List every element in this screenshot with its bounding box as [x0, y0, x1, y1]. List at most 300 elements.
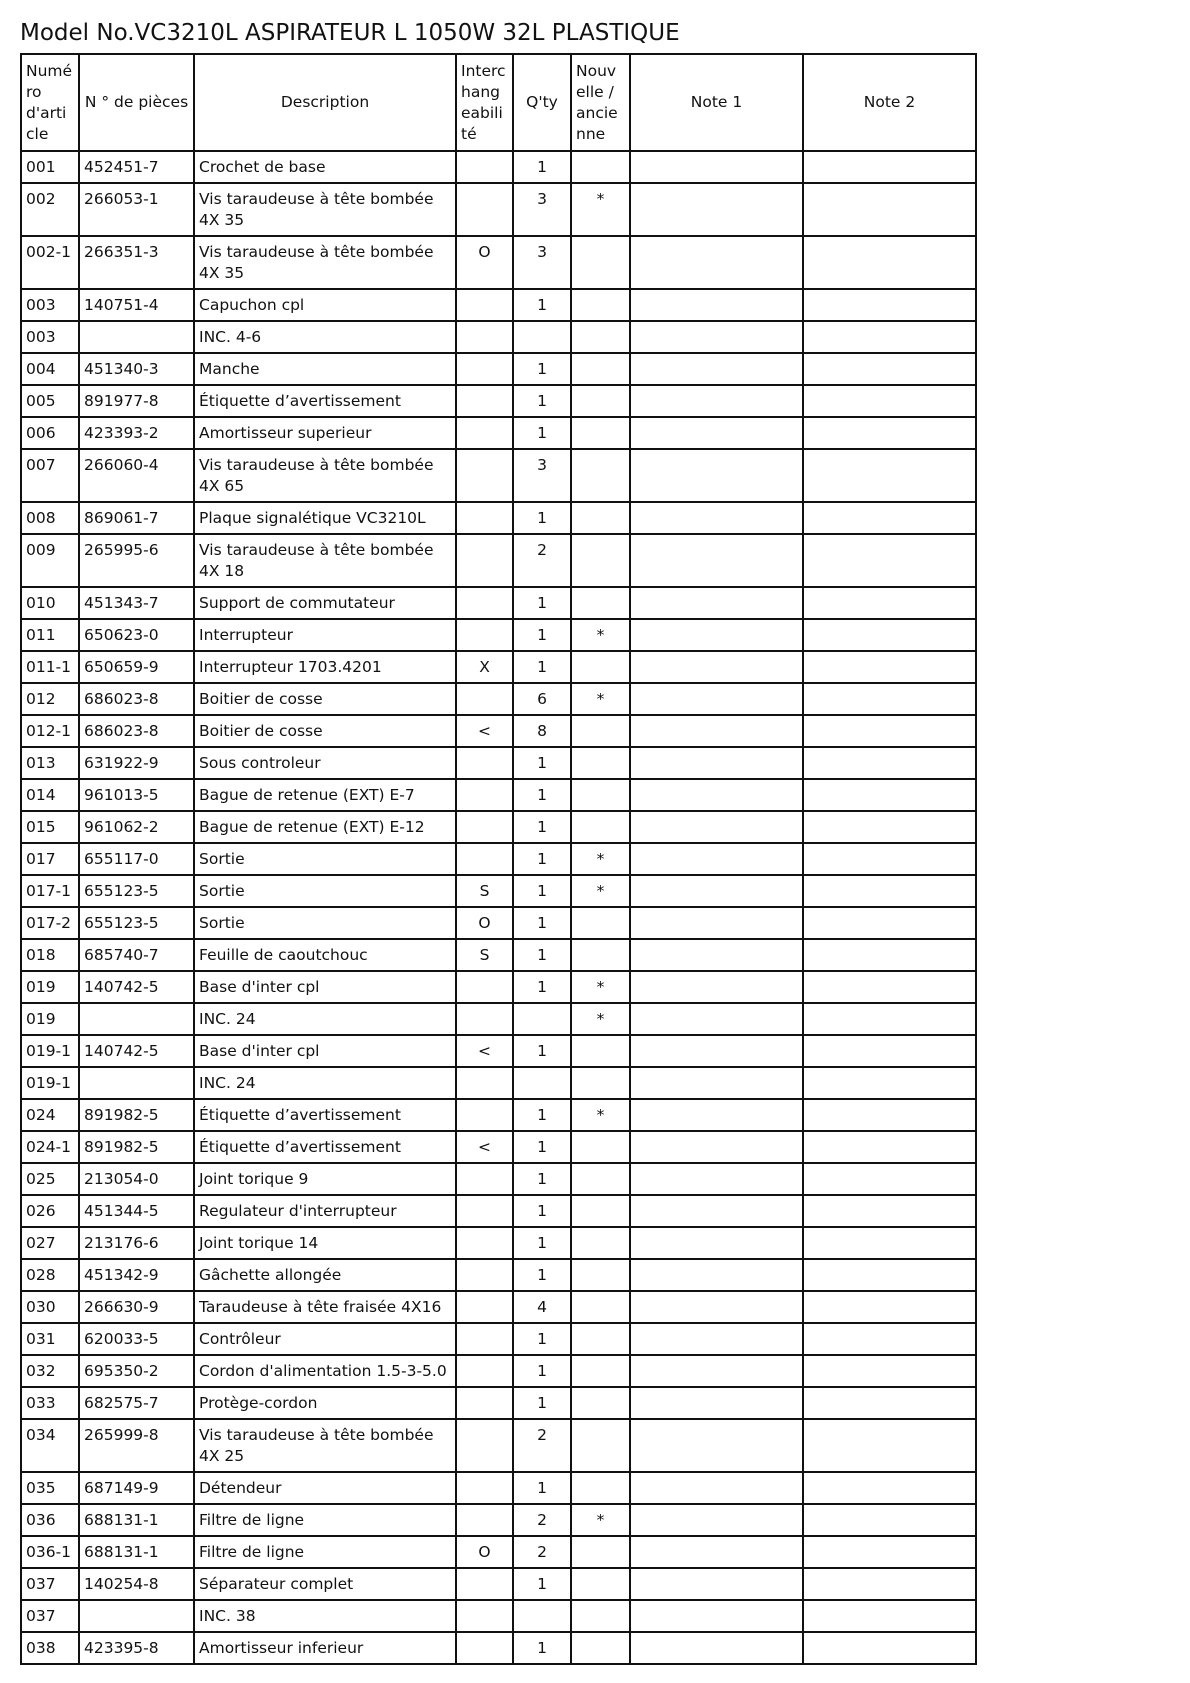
note-1-cell — [630, 939, 803, 971]
interchangeability-cell — [456, 971, 513, 1003]
item-number-cell: 033 — [21, 1387, 79, 1419]
interchangeability-cell — [456, 779, 513, 811]
table-row — [21, 502, 976, 534]
note-2-cell — [803, 1632, 976, 1664]
note-1-cell — [630, 1067, 803, 1099]
table-row — [21, 939, 976, 971]
item-number-cell: 031 — [21, 1323, 79, 1355]
note-1-cell — [630, 417, 803, 449]
note-2-cell — [803, 1419, 976, 1472]
part-number-cell: 452451-7 — [79, 151, 194, 183]
description-cell: Base d'inter cpl — [194, 1035, 456, 1067]
description-cell: Amortisseur inferieur — [194, 1632, 456, 1664]
note-2-cell — [803, 907, 976, 939]
note-2-cell — [803, 715, 976, 747]
table-row — [21, 1632, 976, 1664]
new-old-cell — [571, 289, 630, 321]
new-old-cell — [571, 907, 630, 939]
part-number-cell: 140751-4 — [79, 289, 194, 321]
part-number-cell: 423395-8 — [79, 1632, 194, 1664]
quantity-cell: 1 — [513, 1099, 571, 1131]
new-old-cell — [571, 651, 630, 683]
note-2-cell — [803, 417, 976, 449]
note-2-cell — [803, 1131, 976, 1163]
part-number-cell: 266351-3 — [79, 236, 194, 289]
interchangeability-cell — [456, 683, 513, 715]
description-cell: Feuille de caoutchouc — [194, 939, 456, 971]
part-number-cell: 265999-8 — [79, 1419, 194, 1472]
item-number-cell: 038 — [21, 1632, 79, 1664]
item-number-cell: 010 — [21, 587, 79, 619]
interchangeability-cell — [456, 747, 513, 779]
description-cell: Manche — [194, 353, 456, 385]
description-cell: Protège-cordon — [194, 1387, 456, 1419]
note-2-cell — [803, 747, 976, 779]
new-old-cell — [571, 449, 630, 502]
table-row — [21, 1323, 976, 1355]
quantity-cell: 1 — [513, 843, 571, 875]
column-header-interchangeability: Interchangeabilité — [456, 54, 513, 151]
item-number-cell: 006 — [21, 417, 79, 449]
part-number-cell: 695350-2 — [79, 1355, 194, 1387]
item-number-cell: 027 — [21, 1227, 79, 1259]
table-row — [21, 1131, 976, 1163]
item-number-cell: 018 — [21, 939, 79, 971]
item-number-cell: 014 — [21, 779, 79, 811]
quantity-cell: 2 — [513, 1419, 571, 1472]
description-cell: Gâchette allongée — [194, 1259, 456, 1291]
description-cell: Bague de retenue (EXT) E-7 — [194, 779, 456, 811]
new-old-cell — [571, 1387, 630, 1419]
note-2-cell — [803, 843, 976, 875]
table-row — [21, 1504, 976, 1536]
note-1-cell — [630, 534, 803, 587]
description-cell: Vis taraudeuse à tête bombée 4X 35 — [194, 183, 456, 236]
item-number-cell: 013 — [21, 747, 79, 779]
item-number-cell: 003 — [21, 321, 79, 353]
column-header-description: Description — [194, 54, 456, 151]
quantity-cell: 1 — [513, 1259, 571, 1291]
description-cell: Bague de retenue (EXT) E-12 — [194, 811, 456, 843]
item-number-cell: 019-1 — [21, 1035, 79, 1067]
interchangeability-cell — [456, 289, 513, 321]
interchangeability-cell — [456, 1387, 513, 1419]
note-1-cell — [630, 1323, 803, 1355]
new-old-cell — [571, 385, 630, 417]
note-1-cell — [630, 1195, 803, 1227]
note-2-cell — [803, 683, 976, 715]
description-cell: Filtre de ligne — [194, 1536, 456, 1568]
note-2-cell — [803, 1472, 976, 1504]
note-1-cell — [630, 907, 803, 939]
part-number-cell: 686023-8 — [79, 715, 194, 747]
description-cell: INC. 4-6 — [194, 321, 456, 353]
note-1-cell — [630, 449, 803, 502]
interchangeability-cell — [456, 1163, 513, 1195]
note-1-cell — [630, 1568, 803, 1600]
note-1-cell — [630, 811, 803, 843]
part-number-cell: 688131-1 — [79, 1504, 194, 1536]
part-number-cell: 682575-7 — [79, 1387, 194, 1419]
table-row — [21, 587, 976, 619]
interchangeability-cell: X — [456, 651, 513, 683]
interchangeability-cell — [456, 1259, 513, 1291]
table-row — [21, 534, 976, 587]
table-row — [21, 1259, 976, 1291]
table-row — [21, 747, 976, 779]
part-number-cell: 688131-1 — [79, 1536, 194, 1568]
note-1-cell — [630, 151, 803, 183]
part-number-cell: 213054-0 — [79, 1163, 194, 1195]
table-row — [21, 971, 976, 1003]
quantity-cell: 2 — [513, 1504, 571, 1536]
interchangeability-cell — [456, 1323, 513, 1355]
description-cell: Sortie — [194, 907, 456, 939]
quantity-cell: 1 — [513, 502, 571, 534]
quantity-cell: 1 — [513, 385, 571, 417]
item-number-cell: 034 — [21, 1419, 79, 1472]
item-number-cell: 026 — [21, 1195, 79, 1227]
item-number-cell: 032 — [21, 1355, 79, 1387]
description-cell: Interrupteur — [194, 619, 456, 651]
note-2-cell — [803, 1568, 976, 1600]
note-2-cell — [803, 1323, 976, 1355]
quantity-cell: 1 — [513, 1568, 571, 1600]
description-cell: Détendeur — [194, 1472, 456, 1504]
table-row — [21, 651, 976, 683]
interchangeability-cell — [456, 1568, 513, 1600]
interchangeability-cell — [456, 1472, 513, 1504]
interchangeability-cell — [456, 843, 513, 875]
table-row — [21, 1600, 976, 1632]
interchangeability-cell: O — [456, 1536, 513, 1568]
quantity-cell: 1 — [513, 1323, 571, 1355]
note-1-cell — [630, 1163, 803, 1195]
part-number-cell: 266053-1 — [79, 183, 194, 236]
item-number-cell: 002 — [21, 183, 79, 236]
item-number-cell: 036 — [21, 1504, 79, 1536]
note-1-cell — [630, 1632, 803, 1664]
description-cell: INC. 24 — [194, 1067, 456, 1099]
part-number-cell: 451343-7 — [79, 587, 194, 619]
note-2-cell — [803, 1600, 976, 1632]
table-row — [21, 683, 976, 715]
note-2-cell — [803, 1099, 976, 1131]
quantity-cell: 3 — [513, 449, 571, 502]
part-number-cell: 451342-9 — [79, 1259, 194, 1291]
item-number-cell: 004 — [21, 353, 79, 385]
note-2-cell — [803, 1035, 976, 1067]
note-2-cell — [803, 875, 976, 907]
interchangeability-cell: O — [456, 236, 513, 289]
description-cell: Regulateur d'interrupteur — [194, 1195, 456, 1227]
note-2-cell — [803, 811, 976, 843]
note-1-cell — [630, 1504, 803, 1536]
new-old-cell: * — [571, 971, 630, 1003]
note-1-cell — [630, 1536, 803, 1568]
part-number-cell: 891977-8 — [79, 385, 194, 417]
part-number-cell: 961062-2 — [79, 811, 194, 843]
parts-table-body — [21, 151, 976, 1664]
note-2-cell — [803, 651, 976, 683]
quantity-cell: 1 — [513, 417, 571, 449]
quantity-cell: 1 — [513, 971, 571, 1003]
note-1-cell — [630, 1003, 803, 1035]
column-header-new-old: Nouvelle / ancienne — [571, 54, 630, 151]
part-number-cell: 685740-7 — [79, 939, 194, 971]
new-old-cell — [571, 1067, 630, 1099]
description-cell: Support de commutateur — [194, 587, 456, 619]
part-number-cell: 655123-5 — [79, 907, 194, 939]
table-row — [21, 236, 976, 289]
new-old-cell — [571, 1035, 630, 1067]
description-cell: Taraudeuse à tête fraisée 4X16 — [194, 1291, 456, 1323]
new-old-cell — [571, 151, 630, 183]
part-number-cell: 140254-8 — [79, 1568, 194, 1600]
new-old-cell — [571, 1163, 630, 1195]
item-number-cell: 015 — [21, 811, 79, 843]
quantity-cell: 1 — [513, 747, 571, 779]
note-1-cell — [630, 1227, 803, 1259]
note-2-cell — [803, 183, 976, 236]
table-row — [21, 151, 976, 183]
quantity-cell: 4 — [513, 1291, 571, 1323]
description-cell: Amortisseur superieur — [194, 417, 456, 449]
quantity-cell: 8 — [513, 715, 571, 747]
column-header-quantity: Q'ty — [513, 54, 571, 151]
note-2-cell — [803, 321, 976, 353]
note-1-cell — [630, 1600, 803, 1632]
note-1-cell — [630, 1472, 803, 1504]
description-cell: Base d'inter cpl — [194, 971, 456, 1003]
interchangeability-cell — [456, 1632, 513, 1664]
interchangeability-cell — [456, 1099, 513, 1131]
interchangeability-cell — [456, 1419, 513, 1472]
interchangeability-cell — [456, 321, 513, 353]
description-cell: Interrupteur 1703.4201 — [194, 651, 456, 683]
interchangeability-cell — [456, 811, 513, 843]
table-row — [21, 1355, 976, 1387]
table-header-row — [21, 54, 976, 151]
interchangeability-cell — [456, 449, 513, 502]
description-cell: Capuchon cpl — [194, 289, 456, 321]
interchangeability-cell — [456, 1227, 513, 1259]
description-cell: Sortie — [194, 843, 456, 875]
description-cell: Boitier de cosse — [194, 683, 456, 715]
note-1-cell — [630, 502, 803, 534]
quantity-cell: 1 — [513, 151, 571, 183]
new-old-cell — [571, 811, 630, 843]
part-number-cell: 266630-9 — [79, 1291, 194, 1323]
quantity-cell: 1 — [513, 1632, 571, 1664]
item-number-cell: 008 — [21, 502, 79, 534]
part-number-cell: 631922-9 — [79, 747, 194, 779]
interchangeability-cell — [456, 183, 513, 236]
quantity-cell: 1 — [513, 811, 571, 843]
note-2-cell — [803, 1355, 976, 1387]
part-number-cell: 620033-5 — [79, 1323, 194, 1355]
description-cell: INC. 24 — [194, 1003, 456, 1035]
note-2-cell — [803, 1291, 976, 1323]
item-number-cell: 003 — [21, 289, 79, 321]
item-number-cell: 017-1 — [21, 875, 79, 907]
part-number-cell — [79, 1067, 194, 1099]
parts-table — [20, 53, 977, 1665]
part-number-cell: 655123-5 — [79, 875, 194, 907]
quantity-cell: 6 — [513, 683, 571, 715]
part-number-cell: 140742-5 — [79, 971, 194, 1003]
table-row — [21, 779, 976, 811]
interchangeability-cell: < — [456, 715, 513, 747]
table-row — [21, 1227, 976, 1259]
table-row — [21, 1067, 976, 1099]
table-row — [21, 1003, 976, 1035]
description-cell: Vis taraudeuse à tête bombée 4X 35 — [194, 236, 456, 289]
new-old-cell: * — [571, 1504, 630, 1536]
quantity-cell: 1 — [513, 1387, 571, 1419]
new-old-cell — [571, 779, 630, 811]
quantity-cell — [513, 321, 571, 353]
new-old-cell — [571, 939, 630, 971]
note-1-cell — [630, 1291, 803, 1323]
note-2-cell — [803, 971, 976, 1003]
item-number-cell: 019 — [21, 1003, 79, 1035]
note-1-cell — [630, 1099, 803, 1131]
item-number-cell: 037 — [21, 1600, 79, 1632]
description-cell: Crochet de base — [194, 151, 456, 183]
new-old-cell — [571, 1291, 630, 1323]
new-old-cell — [571, 1195, 630, 1227]
note-1-cell — [630, 651, 803, 683]
quantity-cell: 1 — [513, 1131, 571, 1163]
note-2-cell — [803, 779, 976, 811]
new-old-cell — [571, 1355, 630, 1387]
description-cell: INC. 38 — [194, 1600, 456, 1632]
note-2-cell — [803, 1227, 976, 1259]
description-cell: Cordon d'alimentation 1.5-3-5.0 — [194, 1355, 456, 1387]
item-number-cell: 002-1 — [21, 236, 79, 289]
part-number-cell — [79, 1600, 194, 1632]
part-number-cell: 423393-2 — [79, 417, 194, 449]
note-1-cell — [630, 875, 803, 907]
description-cell: Vis taraudeuse à tête bombée 4X 65 — [194, 449, 456, 502]
item-number-cell: 035 — [21, 1472, 79, 1504]
column-header-note-1: Note 1 — [630, 54, 803, 151]
interchangeability-cell — [456, 353, 513, 385]
interchangeability-cell: < — [456, 1035, 513, 1067]
new-old-cell — [571, 1472, 630, 1504]
part-number-cell: 961013-5 — [79, 779, 194, 811]
item-number-cell: 011-1 — [21, 651, 79, 683]
note-1-cell — [630, 1035, 803, 1067]
item-number-cell: 007 — [21, 449, 79, 502]
new-old-cell — [571, 715, 630, 747]
note-1-cell — [630, 1355, 803, 1387]
new-old-cell — [571, 1323, 630, 1355]
table-row — [21, 183, 976, 236]
part-number-cell: 891982-5 — [79, 1131, 194, 1163]
note-1-cell — [630, 1419, 803, 1472]
new-old-cell — [571, 1259, 630, 1291]
quantity-cell: 1 — [513, 1195, 571, 1227]
new-old-cell — [571, 747, 630, 779]
note-2-cell — [803, 289, 976, 321]
quantity-cell: 1 — [513, 1472, 571, 1504]
note-2-cell — [803, 1067, 976, 1099]
note-2-cell — [803, 1259, 976, 1291]
interchangeability-cell: S — [456, 939, 513, 971]
note-2-cell — [803, 449, 976, 502]
item-number-cell: 024 — [21, 1099, 79, 1131]
new-old-cell: * — [571, 683, 630, 715]
interchangeability-cell — [456, 417, 513, 449]
description-cell: Boitier de cosse — [194, 715, 456, 747]
table-row — [21, 619, 976, 651]
interchangeability-cell — [456, 1600, 513, 1632]
new-old-cell: * — [571, 619, 630, 651]
table-row — [21, 1195, 976, 1227]
item-number-cell: 025 — [21, 1163, 79, 1195]
new-old-cell — [571, 1600, 630, 1632]
description-cell: Vis taraudeuse à tête bombée 4X 18 — [194, 534, 456, 587]
quantity-cell: 2 — [513, 1536, 571, 1568]
note-1-cell — [630, 1131, 803, 1163]
table-row — [21, 875, 976, 907]
note-1-cell — [630, 321, 803, 353]
note-1-cell — [630, 971, 803, 1003]
interchangeability-cell — [456, 502, 513, 534]
new-old-cell — [571, 1568, 630, 1600]
quantity-cell: 1 — [513, 1035, 571, 1067]
interchangeability-cell — [456, 1195, 513, 1227]
part-number-cell: 687149-9 — [79, 1472, 194, 1504]
new-old-cell — [571, 534, 630, 587]
note-1-cell — [630, 843, 803, 875]
item-number-cell: 001 — [21, 151, 79, 183]
part-number-cell — [79, 1003, 194, 1035]
new-old-cell: * — [571, 1003, 630, 1035]
note-2-cell — [803, 1163, 976, 1195]
interchangeability-cell — [456, 534, 513, 587]
new-old-cell — [571, 587, 630, 619]
item-number-cell: 005 — [21, 385, 79, 417]
new-old-cell — [571, 1419, 630, 1472]
note-1-cell — [630, 353, 803, 385]
interchangeability-cell — [456, 1355, 513, 1387]
interchangeability-cell — [456, 385, 513, 417]
note-2-cell — [803, 385, 976, 417]
note-1-cell — [630, 587, 803, 619]
quantity-cell — [513, 1003, 571, 1035]
new-old-cell — [571, 1632, 630, 1664]
column-header-item-number: Numéro d'article — [21, 54, 79, 151]
description-cell: Sous controleur — [194, 747, 456, 779]
description-cell: Joint torique 14 — [194, 1227, 456, 1259]
part-number-cell: 266060-4 — [79, 449, 194, 502]
part-number-cell: 265995-6 — [79, 534, 194, 587]
note-2-cell — [803, 1536, 976, 1568]
item-number-cell: 028 — [21, 1259, 79, 1291]
item-number-cell: 037 — [21, 1568, 79, 1600]
part-number-cell: 891982-5 — [79, 1099, 194, 1131]
item-number-cell: 024-1 — [21, 1131, 79, 1163]
new-old-cell — [571, 502, 630, 534]
table-row — [21, 843, 976, 875]
part-number-cell: 655117-0 — [79, 843, 194, 875]
table-row — [21, 1472, 976, 1504]
new-old-cell — [571, 321, 630, 353]
table-row — [21, 1536, 976, 1568]
